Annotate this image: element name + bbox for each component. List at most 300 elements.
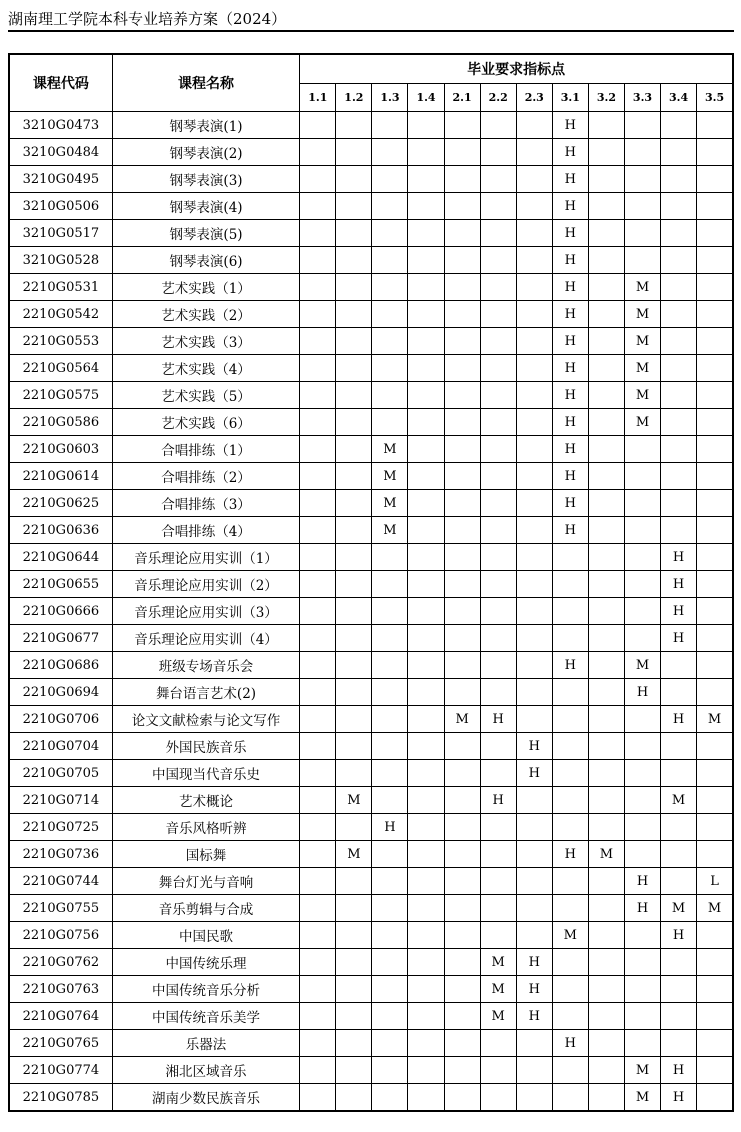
indicator-cell bbox=[697, 1057, 733, 1084]
indicator-cell bbox=[480, 355, 516, 382]
course-name-cell: 艺术实践（6） bbox=[112, 409, 299, 436]
indicator-cell bbox=[300, 679, 336, 706]
indicator-cell bbox=[300, 328, 336, 355]
indicator-cell bbox=[697, 490, 733, 517]
course-name-cell: 舞台语言艺术(2) bbox=[112, 679, 299, 706]
indicator-cell bbox=[588, 895, 624, 922]
course-name-cell: 艺术实践（4） bbox=[112, 355, 299, 382]
indicator-cell bbox=[588, 193, 624, 220]
indicator-cell bbox=[444, 679, 480, 706]
indicator-cell bbox=[588, 1030, 624, 1057]
indicator-cell bbox=[588, 166, 624, 193]
requirements-matrix-table bbox=[8, 53, 734, 1112]
header-indicator-3-4: 3.4 bbox=[661, 83, 697, 112]
indicator-cell bbox=[588, 787, 624, 814]
indicator-cell bbox=[516, 490, 552, 517]
course-code-cell: 2210G0756 bbox=[9, 922, 112, 949]
indicator-cell bbox=[444, 355, 480, 382]
indicator-cell bbox=[300, 301, 336, 328]
indicator-cell bbox=[588, 544, 624, 571]
indicator-cell bbox=[444, 301, 480, 328]
indicator-cell bbox=[300, 760, 336, 787]
indicator-cell bbox=[372, 328, 408, 355]
indicator-cell bbox=[661, 247, 697, 274]
indicator-cell: M bbox=[624, 355, 660, 382]
indicator-cell bbox=[588, 382, 624, 409]
indicator-cell bbox=[588, 517, 624, 544]
indicator-cell bbox=[624, 706, 660, 733]
indicator-cell bbox=[516, 247, 552, 274]
indicator-cell bbox=[661, 328, 697, 355]
indicator-cell bbox=[661, 760, 697, 787]
indicator-cell bbox=[661, 301, 697, 328]
indicator-cell bbox=[336, 274, 372, 301]
indicator-cell bbox=[408, 1084, 444, 1112]
indicator-cell bbox=[444, 409, 480, 436]
indicator-cell bbox=[552, 1084, 588, 1112]
table-row bbox=[9, 274, 733, 301]
indicator-cell bbox=[588, 571, 624, 598]
indicator-cell bbox=[372, 841, 408, 868]
indicator-cell bbox=[408, 733, 444, 760]
table-row bbox=[9, 112, 733, 139]
table-row bbox=[9, 922, 733, 949]
table-row bbox=[9, 409, 733, 436]
indicator-cell bbox=[588, 328, 624, 355]
indicator-cell bbox=[300, 571, 336, 598]
indicator-cell bbox=[336, 1057, 372, 1084]
indicator-cell bbox=[552, 1003, 588, 1030]
table-row bbox=[9, 625, 733, 652]
indicator-cell bbox=[336, 490, 372, 517]
indicator-cell: H bbox=[624, 868, 660, 895]
indicator-cell bbox=[624, 220, 660, 247]
indicator-cell bbox=[516, 679, 552, 706]
indicator-cell bbox=[300, 463, 336, 490]
indicator-cell bbox=[697, 598, 733, 625]
indicator-cell bbox=[372, 949, 408, 976]
indicator-cell bbox=[408, 868, 444, 895]
indicator-cell bbox=[444, 247, 480, 274]
indicator-cell bbox=[480, 544, 516, 571]
indicator-cell bbox=[661, 949, 697, 976]
table-row bbox=[9, 868, 733, 895]
indicator-cell bbox=[516, 922, 552, 949]
indicator-cell: H bbox=[661, 1057, 697, 1084]
indicator-cell bbox=[300, 490, 336, 517]
indicator-cell bbox=[480, 301, 516, 328]
indicator-cell bbox=[300, 382, 336, 409]
indicator-cell: H bbox=[661, 922, 697, 949]
indicator-cell bbox=[588, 436, 624, 463]
indicator-cell bbox=[300, 193, 336, 220]
indicator-cell bbox=[336, 517, 372, 544]
indicator-cell bbox=[697, 760, 733, 787]
course-name-cell: 中国现当代音乐史 bbox=[112, 760, 299, 787]
course-code-cell: 2210G0764 bbox=[9, 1003, 112, 1030]
indicator-cell: M bbox=[661, 895, 697, 922]
indicator-cell bbox=[408, 139, 444, 166]
indicator-cell bbox=[661, 652, 697, 679]
indicator-cell bbox=[588, 733, 624, 760]
course-code-cell: 2210G0677 bbox=[9, 625, 112, 652]
indicator-cell bbox=[661, 112, 697, 139]
indicator-cell bbox=[480, 868, 516, 895]
indicator-cell bbox=[336, 166, 372, 193]
indicator-cell: H bbox=[552, 436, 588, 463]
indicator-cell bbox=[444, 166, 480, 193]
indicator-cell bbox=[408, 544, 444, 571]
indicator-cell: M bbox=[624, 1057, 660, 1084]
indicator-cell bbox=[336, 409, 372, 436]
indicator-cell bbox=[408, 166, 444, 193]
indicator-cell bbox=[336, 868, 372, 895]
indicator-cell bbox=[480, 490, 516, 517]
indicator-cell bbox=[480, 328, 516, 355]
indicator-cell bbox=[588, 112, 624, 139]
indicator-cell bbox=[480, 193, 516, 220]
indicator-cell bbox=[480, 112, 516, 139]
indicator-cell bbox=[372, 1057, 408, 1084]
indicator-cell bbox=[624, 166, 660, 193]
indicator-cell bbox=[624, 949, 660, 976]
indicator-cell: M bbox=[372, 463, 408, 490]
indicator-cell bbox=[588, 220, 624, 247]
indicator-cell bbox=[480, 517, 516, 544]
indicator-cell bbox=[408, 652, 444, 679]
table-row bbox=[9, 706, 733, 733]
indicator-cell bbox=[444, 976, 480, 1003]
indicator-cell bbox=[372, 301, 408, 328]
header-indicator-1-1: 1.1 bbox=[300, 83, 336, 112]
indicator-cell bbox=[300, 922, 336, 949]
table-row bbox=[9, 517, 733, 544]
table-row bbox=[9, 976, 733, 1003]
indicator-cell: M bbox=[624, 409, 660, 436]
indicator-cell bbox=[588, 949, 624, 976]
indicator-cell bbox=[444, 760, 480, 787]
indicator-cell bbox=[624, 598, 660, 625]
indicator-cell bbox=[300, 598, 336, 625]
course-name-cell: 音乐风格听辨 bbox=[112, 814, 299, 841]
table-row bbox=[9, 382, 733, 409]
indicator-cell bbox=[624, 625, 660, 652]
indicator-cell: H bbox=[552, 220, 588, 247]
table-row bbox=[9, 139, 733, 166]
table-row bbox=[9, 679, 733, 706]
indicator-cell bbox=[336, 625, 372, 652]
indicator-cell bbox=[516, 436, 552, 463]
indicator-cell bbox=[408, 571, 444, 598]
indicator-cell bbox=[661, 463, 697, 490]
indicator-cell bbox=[372, 193, 408, 220]
indicator-cell bbox=[661, 274, 697, 301]
indicator-cell bbox=[661, 166, 697, 193]
indicator-cell bbox=[444, 895, 480, 922]
indicator-cell bbox=[408, 841, 444, 868]
indicator-cell bbox=[444, 112, 480, 139]
course-name-cell: 中国民歌 bbox=[112, 922, 299, 949]
indicator-cell bbox=[624, 760, 660, 787]
indicator-cell bbox=[372, 409, 408, 436]
indicator-cell bbox=[516, 868, 552, 895]
indicator-cell bbox=[697, 355, 733, 382]
indicator-cell bbox=[552, 787, 588, 814]
table-row bbox=[9, 733, 733, 760]
indicator-cell bbox=[480, 1030, 516, 1057]
indicator-cell bbox=[408, 193, 444, 220]
indicator-cell bbox=[444, 1057, 480, 1084]
indicator-cell bbox=[444, 436, 480, 463]
indicator-cell: M bbox=[444, 706, 480, 733]
indicator-cell: H bbox=[552, 166, 588, 193]
indicator-cell bbox=[408, 1030, 444, 1057]
course-name-cell: 钢琴表演(1) bbox=[112, 112, 299, 139]
indicator-cell bbox=[661, 976, 697, 1003]
indicator-cell bbox=[624, 463, 660, 490]
indicator-cell bbox=[336, 112, 372, 139]
indicator-cell bbox=[661, 382, 697, 409]
indicator-cell bbox=[408, 490, 444, 517]
indicator-cell bbox=[336, 706, 372, 733]
indicator-cell bbox=[661, 841, 697, 868]
course-name-cell: 艺术实践（2） bbox=[112, 301, 299, 328]
indicator-cell bbox=[697, 841, 733, 868]
course-name-cell: 音乐理论应用实训（3） bbox=[112, 598, 299, 625]
indicator-cell bbox=[697, 1084, 733, 1112]
indicator-cell bbox=[552, 1057, 588, 1084]
course-name-cell: 外国民族音乐 bbox=[112, 733, 299, 760]
indicator-cell bbox=[588, 1057, 624, 1084]
indicator-cell bbox=[697, 1003, 733, 1030]
indicator-cell: H bbox=[552, 274, 588, 301]
course-code-cell: 3210G0495 bbox=[9, 166, 112, 193]
indicator-cell bbox=[588, 625, 624, 652]
indicator-cell bbox=[480, 625, 516, 652]
indicator-cell: H bbox=[552, 193, 588, 220]
indicator-cell bbox=[444, 1030, 480, 1057]
table-row bbox=[9, 328, 733, 355]
indicator-cell bbox=[661, 1030, 697, 1057]
header-course-name: 课程名称 bbox=[112, 54, 299, 112]
indicator-cell bbox=[516, 463, 552, 490]
indicator-cell bbox=[372, 706, 408, 733]
indicator-cell bbox=[300, 247, 336, 274]
indicator-cell bbox=[408, 409, 444, 436]
indicator-cell bbox=[624, 247, 660, 274]
header-indicator-2-2: 2.2 bbox=[480, 83, 516, 112]
indicator-cell: H bbox=[552, 355, 588, 382]
indicator-cell bbox=[697, 301, 733, 328]
indicator-cell: M bbox=[588, 841, 624, 868]
course-name-cell: 合唱排练（1） bbox=[112, 436, 299, 463]
indicator-cell bbox=[480, 814, 516, 841]
indicator-cell: H bbox=[516, 976, 552, 1003]
indicator-cell bbox=[552, 814, 588, 841]
course-name-cell: 湘北区域音乐 bbox=[112, 1057, 299, 1084]
indicator-cell bbox=[372, 922, 408, 949]
indicator-cell: H bbox=[516, 949, 552, 976]
page-title: 湖南理工学院本科专业培养方案（2024） bbox=[8, 10, 287, 28]
indicator-cell bbox=[588, 868, 624, 895]
course-code-cell: 2210G0785 bbox=[9, 1084, 112, 1112]
header-course-code: 课程代码 bbox=[9, 54, 112, 112]
indicator-cell bbox=[408, 382, 444, 409]
indicator-cell bbox=[516, 328, 552, 355]
indicator-cell bbox=[336, 436, 372, 463]
course-code-cell: 2210G0686 bbox=[9, 652, 112, 679]
indicator-cell bbox=[408, 355, 444, 382]
indicator-cell bbox=[516, 1030, 552, 1057]
indicator-cell bbox=[408, 1057, 444, 1084]
table-row bbox=[9, 571, 733, 598]
header-requirements-group: 毕业要求指标点 bbox=[300, 54, 733, 83]
indicator-cell bbox=[516, 1084, 552, 1112]
indicator-cell bbox=[444, 733, 480, 760]
indicator-cell bbox=[588, 490, 624, 517]
indicator-cell: M bbox=[480, 1003, 516, 1030]
indicator-cell: H bbox=[552, 247, 588, 274]
indicator-cell bbox=[336, 355, 372, 382]
indicator-cell bbox=[480, 274, 516, 301]
table-row bbox=[9, 841, 733, 868]
course-name-cell: 舞台灯光与音响 bbox=[112, 868, 299, 895]
indicator-cell bbox=[588, 247, 624, 274]
indicator-cell bbox=[300, 274, 336, 301]
indicator-cell bbox=[516, 301, 552, 328]
course-code-cell: 3210G0506 bbox=[9, 193, 112, 220]
indicator-cell bbox=[516, 355, 552, 382]
indicator-cell bbox=[300, 409, 336, 436]
indicator-cell: M bbox=[624, 382, 660, 409]
table-row bbox=[9, 895, 733, 922]
indicator-cell bbox=[336, 1030, 372, 1057]
indicator-cell: H bbox=[624, 679, 660, 706]
table-row bbox=[9, 652, 733, 679]
table-row bbox=[9, 814, 733, 841]
indicator-cell: M bbox=[552, 922, 588, 949]
indicator-cell bbox=[408, 895, 444, 922]
indicator-cell bbox=[372, 760, 408, 787]
indicator-cell bbox=[300, 1057, 336, 1084]
indicator-cell bbox=[624, 112, 660, 139]
indicator-cell bbox=[552, 598, 588, 625]
indicator-cell bbox=[300, 112, 336, 139]
indicator-cell bbox=[624, 193, 660, 220]
table-row bbox=[9, 436, 733, 463]
header-indicator-2-1: 2.1 bbox=[444, 83, 480, 112]
indicator-cell bbox=[408, 301, 444, 328]
course-code-cell: 2210G0736 bbox=[9, 841, 112, 868]
indicator-cell: M bbox=[624, 274, 660, 301]
table-row bbox=[9, 598, 733, 625]
indicator-cell bbox=[516, 544, 552, 571]
indicator-cell bbox=[372, 868, 408, 895]
indicator-cell bbox=[336, 679, 372, 706]
indicator-cell bbox=[624, 490, 660, 517]
indicator-cell bbox=[588, 814, 624, 841]
indicator-cell bbox=[697, 139, 733, 166]
indicator-cell bbox=[300, 1084, 336, 1112]
indicator-cell: M bbox=[697, 706, 733, 733]
indicator-cell bbox=[697, 436, 733, 463]
indicator-cell bbox=[300, 895, 336, 922]
indicator-cell bbox=[588, 679, 624, 706]
indicator-cell bbox=[408, 463, 444, 490]
indicator-cell bbox=[372, 679, 408, 706]
course-name-cell: 合唱排练（3） bbox=[112, 490, 299, 517]
indicator-cell: H bbox=[516, 760, 552, 787]
indicator-cell bbox=[336, 139, 372, 166]
indicator-cell: M bbox=[661, 787, 697, 814]
indicator-cell bbox=[408, 247, 444, 274]
indicator-cell bbox=[516, 652, 552, 679]
course-code-cell: 2210G0553 bbox=[9, 328, 112, 355]
course-name-cell: 中国传统乐理 bbox=[112, 949, 299, 976]
indicator-cell bbox=[588, 463, 624, 490]
indicator-cell bbox=[444, 1084, 480, 1112]
indicator-cell bbox=[588, 760, 624, 787]
indicator-cell bbox=[444, 1003, 480, 1030]
indicator-cell bbox=[697, 922, 733, 949]
indicator-cell: M bbox=[336, 787, 372, 814]
indicator-cell bbox=[444, 949, 480, 976]
indicator-cell bbox=[480, 841, 516, 868]
indicator-cell bbox=[588, 409, 624, 436]
indicator-cell bbox=[300, 733, 336, 760]
indicator-cell bbox=[336, 760, 372, 787]
indicator-cell bbox=[588, 1003, 624, 1030]
indicator-cell bbox=[408, 760, 444, 787]
indicator-cell: M bbox=[372, 490, 408, 517]
indicator-cell: M bbox=[697, 895, 733, 922]
indicator-cell: M bbox=[336, 841, 372, 868]
course-code-cell: 3210G0473 bbox=[9, 112, 112, 139]
indicator-cell bbox=[372, 1084, 408, 1112]
indicator-cell bbox=[480, 409, 516, 436]
indicator-cell bbox=[516, 193, 552, 220]
indicator-cell bbox=[624, 841, 660, 868]
indicator-cell: H bbox=[552, 463, 588, 490]
course-code-cell: 2210G0586 bbox=[9, 409, 112, 436]
indicator-cell bbox=[552, 571, 588, 598]
indicator-cell bbox=[697, 814, 733, 841]
indicator-cell bbox=[444, 814, 480, 841]
indicator-cell: H bbox=[552, 409, 588, 436]
course-name-cell: 钢琴表演(4) bbox=[112, 193, 299, 220]
indicator-cell bbox=[372, 976, 408, 1003]
indicator-cell bbox=[697, 463, 733, 490]
indicator-cell bbox=[552, 949, 588, 976]
indicator-cell: H bbox=[552, 490, 588, 517]
indicator-cell bbox=[372, 1003, 408, 1030]
indicator-cell bbox=[444, 625, 480, 652]
indicator-cell bbox=[697, 733, 733, 760]
indicator-cell bbox=[516, 571, 552, 598]
indicator-cell bbox=[480, 679, 516, 706]
indicator-cell bbox=[588, 139, 624, 166]
indicator-cell bbox=[408, 706, 444, 733]
indicator-cell bbox=[588, 301, 624, 328]
course-code-cell: 2210G0725 bbox=[9, 814, 112, 841]
indicator-cell: H bbox=[552, 328, 588, 355]
indicator-cell bbox=[336, 328, 372, 355]
indicator-cell bbox=[372, 571, 408, 598]
header-indicator-3-3: 3.3 bbox=[624, 83, 660, 112]
indicator-cell bbox=[624, 787, 660, 814]
indicator-cell bbox=[624, 1003, 660, 1030]
indicator-cell bbox=[336, 571, 372, 598]
